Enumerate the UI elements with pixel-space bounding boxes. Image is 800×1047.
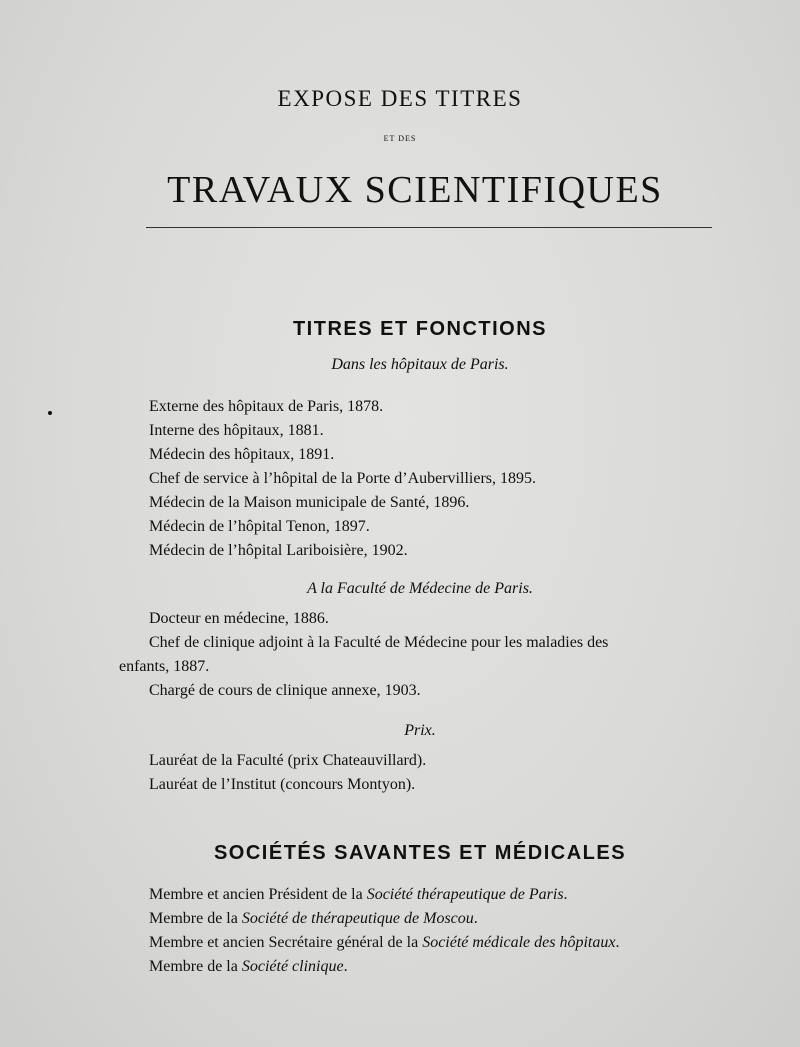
society-name: Société de thérapeutique de Moscou [241, 910, 474, 927]
list-item: Médecin de l’hôpital Tenon, 1897. [149, 518, 370, 535]
list-item [149, 934, 619, 952]
society-name: Société thérapeutique de Paris [366, 886, 564, 903]
list-item: Chef de clinique adjoint à la Faculté de Médecine pour les maladies des [149, 634, 609, 651]
list-item: Docteur en médecine, 1886. [149, 610, 329, 627]
title-line-1: EXPOSE DES TITRES [277, 86, 523, 111]
section-heading-titres: TITRES ET FONCTIONS [292, 318, 548, 340]
list-item [149, 910, 478, 928]
item-suffix: . [563, 886, 568, 903]
title-rule [146, 227, 712, 228]
list-item: Médecin des hôpitaux, 1891. [149, 446, 335, 463]
list-item [149, 886, 568, 904]
item-prefix: Membre et ancien Président de la [149, 886, 367, 903]
item-suffix: . [343, 958, 348, 975]
title-line-2: TRAVAUX SCIENTIFIQUES [167, 169, 663, 211]
subhead-prix: Prix. [404, 722, 436, 739]
list-item: Lauréat de l’Institut (concours Montyon). [149, 776, 416, 793]
list-item: Interne des hôpitaux, 1881. [149, 422, 324, 439]
section-heading-societes: SOCIÉTÉS SAVANTES ET MÉDICALES [213, 842, 627, 864]
item-suffix: . [615, 934, 620, 951]
list-item: Médecin de l’hôpital Lariboisière, 1902. [149, 542, 408, 559]
item-suffix: . [473, 910, 478, 927]
list-item [149, 958, 348, 976]
item-prefix: Membre et ancien Secrétaire général de la [149, 934, 423, 951]
item-prefix: Membre de la [149, 958, 242, 975]
list-item: Chef de service à l’hôpital de la Porte d’Aubervilliers, 1895. [149, 470, 536, 487]
item-prefix: Membre de la [149, 910, 242, 927]
ink-dot [48, 411, 52, 415]
list-item: Médecin de la Maison municipale de Santé, 1896. [149, 494, 470, 511]
list-item-continuation: enfants, 1887. [119, 658, 210, 675]
society-name: Société clinique [241, 958, 344, 975]
list-item: Externe des hôpitaux de Paris, 1878. [149, 398, 384, 415]
society-name: Société médicale des hôpitaux [422, 934, 616, 951]
subhead-faculte: A la Faculté de Médecine de Paris. [307, 580, 533, 597]
list-item: Chargé de cours de clinique annexe, 1903. [149, 682, 421, 699]
subhead-hopitaux: Dans les hôpitaux de Paris. [331, 356, 509, 373]
title-connector: ET DES [383, 134, 417, 143]
list-item: Lauréat de la Faculté (prix Chateauvillard). [149, 752, 427, 769]
